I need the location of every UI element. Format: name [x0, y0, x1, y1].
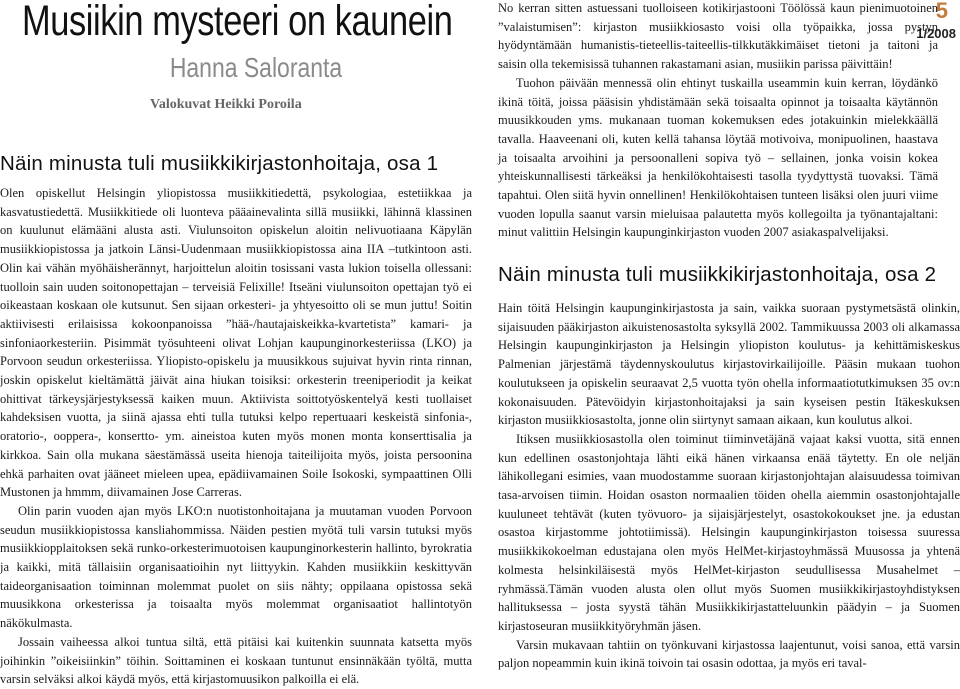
paragraph: No kerran sitten astuessani tuolloiseen kotikirjastooni Töölössä kaun pienimuotoinen ”valaistumisen”: kirjaston musiikkiosasto voisi olla työpaikka, jossa pystyn hyödyntämään humanistis-tieteellis-taiteellis-tilkkutäkkimäiset tietoni ja taitoni ja saisin olla tekemisissä tuhannen rakastamani asian, musiikin parissa päivittäin!	[498, 1, 938, 72]
left-body-text	[0, 184, 472, 689]
page-number: 5	[935, 0, 948, 23]
paragraph: Tuohon päivään mennessä olin ehtinyt tuskailla useammin kuin kerran, löydänkö ikinä töitä, joissa pääsisin yhdistämään sekä toisaalta opinnot ja toisaalta käytännön muusikkouden yms. mukanaan tuoman kokemuksen edes jotakuinkin mielekkäällä tavalla. Haaveenani oli, kuten kellä tahansa löytää motivoiva, monipuolinen, haastava ja toisaalta arvoihini ja persoonalleni sopiva työ – sellainen, jonka voisin kokea yhteiskunnallisesti tärkeäksi ja henkilökohtaisesti tasolla tyydyttystä tuovaksi. Tämä tapahtui. Olen siitä hyvin onnellinen! Henkilökohtaisen tunteen lisäksi olen juuri viime vuoden lopulla saanut varsin mieluisaa palautetta myös kollegoilta ja työnantajaltani: minut valittiin Helsingin kaupunginkirjaston vuoden 2007 asiakaspalvelijaksi.	[498, 75, 938, 240]
paragraph: Olen opiskellut Helsingin yliopistossa musiikkitiedettä, psykologiaa, estetiikkaa ja kasvatustiedettä. Musiikkitiede oli luonteva pääainevalinta sillä musiikki, lähinnä klassinen on kuulunut elämääni alusta asti. Viulunsoiton opiskelun aloitin nelivuotiaana Käpylän musiikkiopistossa ja jatkoin Länsi-Uudenmaan musiikkiopistossa aina IIA –tutkintoon asti. Olin kai vähän myöhäisherännyt, harjoittelun aloitin tosissani vasta lukion toisella ollessani: tuolloin sain uuden soitonopettajan – terveisiä Felixille! Itseäni viulunsoiton opettajan työ ei oikeastaan koskaan ole kutsunut. Sen sijaan orkesteri- ja yhtyesoitto oli se mun juttu! Soitin aktiivisesti erilaisissa kokoonpanoissa ”hää-/hautajaiskeikka-kvartetista” kamari- ja sinfoniaorkesteriin. Pisimmät työsuhteeni olivat Lohjan kaupunginorkesteriissa (LKO) ja Porvoon seudun orkesteriissa. Yliopisto-opiskelu ja muusikkous sujuivat hyvin rinta rinnan, joskin opiskelut kieltämättä jäivät aina hiukan toisiksi: orkesterin treeniperiodit ja keikat ohittivat tärkeysjärjestyksessä kaiken muun. Aktiivista soittotyöskentelyä kesti tuollaiset kahdeksisen vuotta, ja siinä ajassa ehti tulla tutuksi kelpo repertuaari keskeistä sinfonia-, oratorio-, ooppera-, konsertto- ym. aineistoa kuten myös monen monta konserttisalia ja kirkkoa. Sain olla mukana säestämässä useita hienoja taiteilijoita myös, joista persoonina ehkä parhaiten ovat jääneet mieleen upea, epädiivamainen Soile Isokoski, sympaattinen Olli Mustonen ja hmmm, diivamainen Jose Carreras.	[0, 186, 472, 500]
paragraph: Varsin mukavaan tahtiin on työnkuvani kirjastossa laajentunut, voisi sanoa, että varsin paljon nopeammin kuin ikinä toivoin tai osasin odottaa, ja myös eri taval-	[498, 637, 960, 671]
section-heading-part-1: Näin minusta tuli musiikkikirjastonhoitaja, osa 1	[0, 152, 439, 175]
paragraph: Olin parin vuoden ajan myös LKO:n nuotistonhoitajana ja muutaman vuoden Porvoon seudun musiikkiopistossa kansliahommissa. Näiden pestien myötä tuli varsin tutuksi myös musiikkiopplaitoksen sekä runko-orkesterimuotoisen kaupunginorkesterin hallinto, byrokratia ja kaikki, mitä tällaisiin organisaatioihin nyt liittyykin. Kahden musiikkiin keskittyvän taideorganisaation toiminnan molemmat puolet on siis nähty; oppilaana opistossa sekä muusikkona orkesterissa ja toisaalta myös molemmat organisaatiot hallintotyön näkökulmasta.	[0, 503, 472, 631]
right-body-text-top	[498, 0, 938, 242]
photo-credit: Valokuvat Heikki Poroila	[150, 97, 302, 112]
paragraph: Hain töitä Helsingin kaupunginkirjastosta ja sain, vaikka suoraan pystymetsästä olinkin, sijaisuuden pääkirjaston aikuistenosastolta syksyllä 2002. Tammikuussa 2003 oli alkamassa Helsingin kaupunginkirjaston ja Helsingin yliopiston koulutus- ja kehittämiskeskus Palmenian järjestämä täydennyskoulutus kirjastovirkailijoille. Pääsin mukaan tuohon koulutukseen ja opiskelin seuraavat 2,5 vuotta työn ohella informaatiotutkimuksen 35 ov:n kokonaisuuden. Pätevöidyin kirjastonhoitajaksi ja sain kyseisen pestin Itäkeskuksen kirjaston musiikkiosastolta, jonne olin siirtynyt samaan aikaan, kun koulutus alkoi.	[498, 301, 960, 428]
issue-number: 1/2008	[916, 26, 956, 41]
author-name: Hanna Saloranta	[169, 52, 342, 83]
article-title: Musiikin mysteeri on kaunein	[22, 0, 453, 45]
right-body-text-bottom	[498, 299, 960, 673]
section-heading-part-2: Näin minusta tuli musiikkikirjastonhoitaja, osa 2	[498, 263, 937, 286]
paragraph: Itiksen musiikkiosastolla olen toiminut tiiminvetäjänä vajaat kaksi vuotta, sitä ennen kun edellinen osastonjohtaja lähti eikä hänen virkaansa enää täytetty. En ole neljän lähikollegani esimies, vaan muodostamme suoraan kirjastonjohtajan alaisuudessa toimivan tasa-arvoisen tiimin. Hoidan osaston normaalien töiden ohella aiemmin osastonjohtajalle kuuluneet tehtävät (kuten työvuoro- ja sijaisjärjestelyt, osastokokoukset jne. ja edustan osastoa kirjastomme johtotiimissä). Helsingin kaupunginkirjaston toisessa suuressa musiikkikokoelman edustajana olen myös HelMet-kirjastoyhmässä Muusossa ja yhtenä kolmesta helsinkiläisestä myös HelMet-kirjaston seudullisessa Musahelmet –ryhmässä.Tämän vuoden alusta olen ollut myös Suomen musiikkikirjastoyhdistyksen hallituksessa – josta syystä tähän Musiikkikirjastatteluunkin päädyin – ja Suomen kirjastoseuran musiikkityöryhmän jäsen.	[498, 431, 960, 633]
paragraph: Jossain vaiheessa alkoi tuntua siltä, että pitäisi kai kuitenkin suunnata katsetta myös joihinkin ”oikeisiinkin” töihin. Soittaminen ei koskaan tuntunut ensinnäkään työltä, mutta varsin selväksi alkoi käydä myös, että kirjastomuusikon palkoilla ei elä.	[0, 634, 472, 687]
